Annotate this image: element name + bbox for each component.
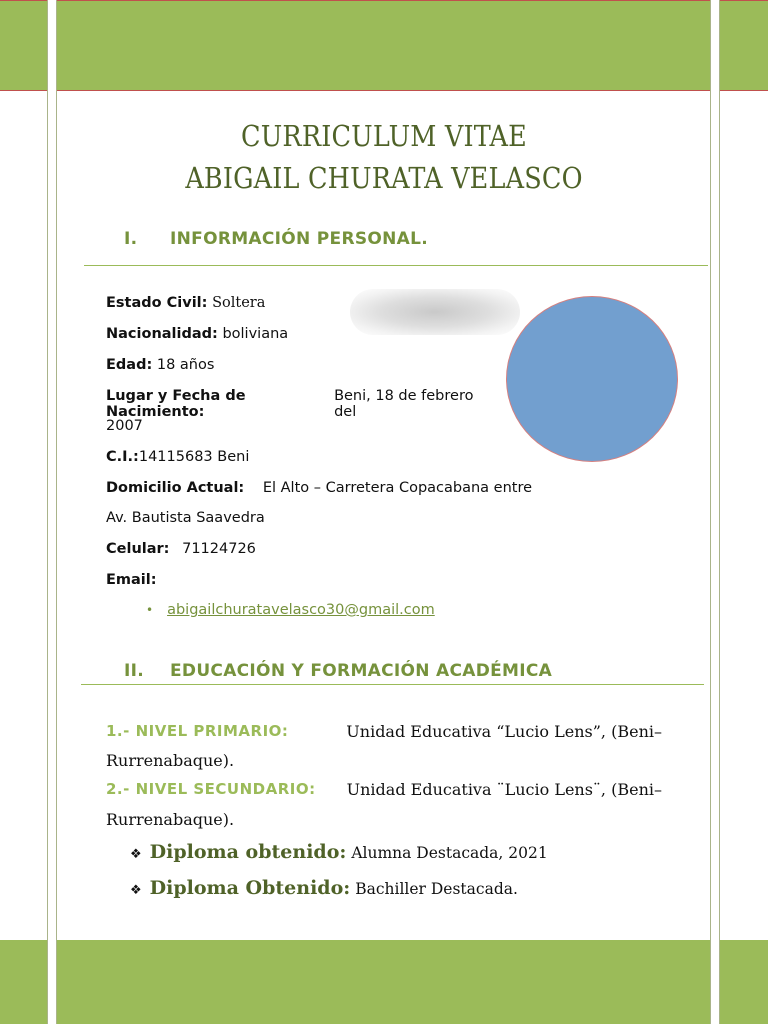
blurred-text	[350, 289, 520, 335]
lugar-fecha-row	[106, 388, 490, 420]
email-link[interactable]: abigailchuratavelasco30@gmail.com	[167, 602, 435, 618]
field-label: Estado Civil:	[106, 295, 208, 311]
section-number: II.	[124, 661, 145, 681]
field-label: Edad:	[106, 357, 153, 373]
estado-civil-row	[106, 295, 265, 311]
section-heading-personal	[124, 229, 428, 249]
education-value: Unidad Educativa ¨Lucio Lens¨, (Beni–	[346, 780, 662, 799]
section-rule	[81, 684, 704, 685]
nivel-primario-continued: Rurrenabaque).	[106, 751, 235, 770]
education-value: Unidad Educativa “Lucio Lens”, (Beni–	[346, 722, 662, 741]
field-value: boliviana	[222, 326, 289, 342]
nacionalidad-row	[106, 326, 288, 342]
education-label: 1.- NIVEL PRIMARIO:	[106, 722, 289, 740]
section-heading-education	[124, 661, 552, 681]
nivel-primario-row	[106, 722, 662, 741]
profile-photo-placeholder	[506, 296, 678, 462]
section-number: I.	[124, 229, 138, 249]
field-value: Beni, 18 de febrero del	[334, 388, 474, 420]
section-label: INFORMACIÓN PERSONAL.	[170, 229, 429, 249]
right-border-line	[710, 0, 720, 1024]
diploma-item	[130, 877, 518, 899]
field-value: 18 años	[156, 357, 215, 373]
header-band	[0, 0, 768, 91]
edad-row	[106, 357, 214, 373]
email-item	[146, 602, 435, 618]
title-line-1: CURRICULUM VITAE	[241, 119, 527, 153]
education-label: 2.- NIVEL SECUNDARIO:	[106, 780, 316, 798]
celular-row	[106, 541, 256, 557]
nivel-secundario-row	[106, 780, 662, 799]
diploma-value: Alumna Destacada, 2021	[351, 844, 548, 862]
lugar-fecha-continued: 2007	[106, 418, 143, 434]
section-rule	[84, 265, 708, 266]
domicilio-continued: Av. Bautista Saavedra	[106, 510, 265, 526]
diamond-bullet-icon: ❖	[130, 847, 142, 862]
diploma-label: Diploma obtenido:	[149, 841, 347, 863]
left-border-line	[47, 0, 57, 1024]
field-label: Email:	[106, 572, 157, 588]
footer-band	[0, 940, 768, 1024]
field-label: Nacionalidad:	[106, 326, 218, 342]
diamond-bullet-icon: ❖	[130, 883, 142, 898]
nivel-secundario-continued: Rurrenabaque).	[106, 810, 235, 829]
diploma-item	[130, 841, 548, 863]
title-name: ABIGAIL CHURATA VELASCO	[185, 161, 583, 195]
document-page	[58, 91, 710, 940]
section-label: EDUCACIÓN Y FORMACIÓN ACADÉMICA	[170, 661, 553, 681]
email-row	[106, 572, 157, 588]
diploma-value: Bachiller Destacada.	[355, 880, 518, 898]
diploma-label: Diploma Obtenido:	[149, 877, 351, 899]
field-value: Soltera	[212, 295, 266, 311]
field-label: Domicilio Actual:	[106, 480, 245, 496]
field-label: Celular:	[106, 541, 170, 557]
field-label: C.I.:	[106, 449, 139, 465]
field-value: 14115683 Beni	[138, 449, 250, 465]
field-label: Lugar y Fecha de Nacimiento:	[106, 388, 246, 420]
field-value: El Alto – Carretera Copacabana entre	[262, 480, 533, 496]
domicilio-row	[106, 480, 532, 496]
ci-row	[106, 449, 249, 465]
dot-bullet-icon: •	[146, 603, 154, 617]
field-value: 71124726	[182, 541, 256, 557]
